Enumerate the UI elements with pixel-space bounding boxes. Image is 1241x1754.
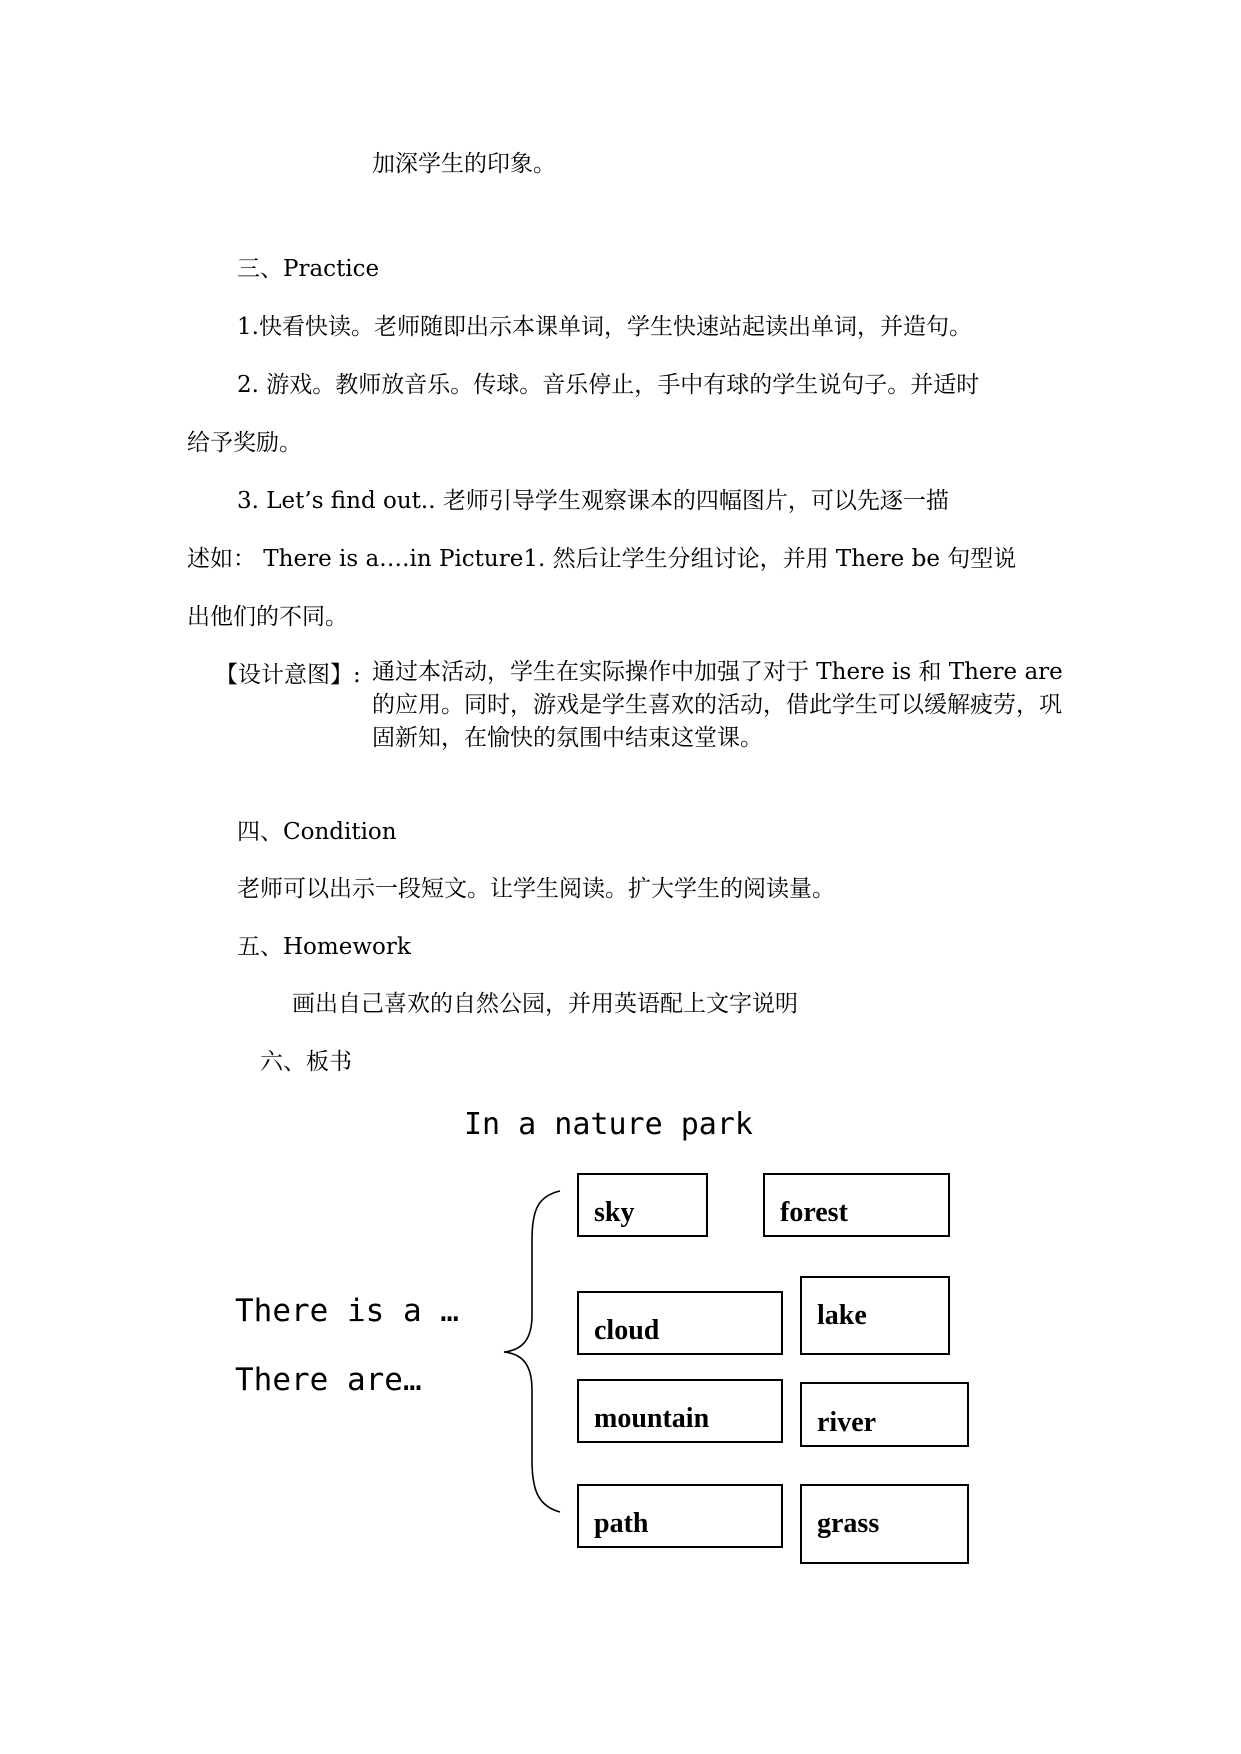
text-line: 3. Let’s find out.. 老师引导学生观察课本的四幅图片，可以先逐一描 — [237, 488, 949, 514]
text-line: 老师可以出示一段短文。让学生阅读。扩大学生的阅读量。 — [237, 876, 835, 902]
board-title: In a nature park — [464, 1107, 753, 1142]
word-box-forest — [763, 1173, 950, 1237]
word-box-sky — [577, 1173, 708, 1237]
text-line: 2. 游戏。教师放音乐。传球。音乐停止，手中有球的学生说句子。并适时 — [237, 372, 980, 398]
sentence-pattern-there-is: There is a … — [235, 1293, 459, 1329]
word-box-lake — [800, 1276, 950, 1355]
word-box-river — [800, 1382, 969, 1447]
section-heading-practice: 三、Practice — [237, 256, 380, 282]
text-line: 给予奖励。 — [187, 430, 302, 456]
word-label: mountain — [594, 1403, 710, 1434]
word-label: lake — [817, 1300, 867, 1331]
design-intent-body: 通过本活动，学生在实际操作中加强了对于 There is 和 There are 的应用。同时，游戏是学生喜欢的活动，借此学生可以缓解疲劳，巩固新知，在愉快的氛围中结束这堂课。 — [372, 659, 1063, 751]
word-box-mountain — [577, 1379, 783, 1443]
word-label: forest — [780, 1197, 848, 1228]
word-box-grass — [800, 1484, 969, 1564]
text-line: 出他们的不同。 — [187, 604, 348, 630]
text-line: 画出自己喜欢的自然公园，并用英语配上文字说明 — [292, 991, 798, 1017]
section-heading-board: 六、板书 — [260, 1049, 352, 1075]
word-label: sky — [594, 1197, 635, 1228]
text-line: 加深学生的印象。 — [372, 151, 556, 177]
section-heading-condition: 四、Condition — [237, 819, 397, 845]
word-label: river — [817, 1407, 877, 1438]
section-heading-homework: 五、Homework — [237, 934, 411, 960]
word-label: path — [594, 1508, 649, 1539]
word-box-cloud — [577, 1291, 783, 1355]
word-label: cloud — [594, 1315, 660, 1346]
text-line: 述如： There is a….in Picture1. 然后让学生分组讨论，并用 There be 句型说 — [187, 546, 1017, 572]
sentence-pattern-there-are: There are… — [235, 1362, 422, 1398]
design-intent-label: 【设计意图】: — [215, 662, 361, 688]
word-label: grass — [817, 1508, 880, 1539]
text-line: 1.快看快读。老师随即出示本课单词，学生快速站起读出单词，并造句。 — [237, 314, 972, 340]
word-box-path — [577, 1484, 783, 1548]
